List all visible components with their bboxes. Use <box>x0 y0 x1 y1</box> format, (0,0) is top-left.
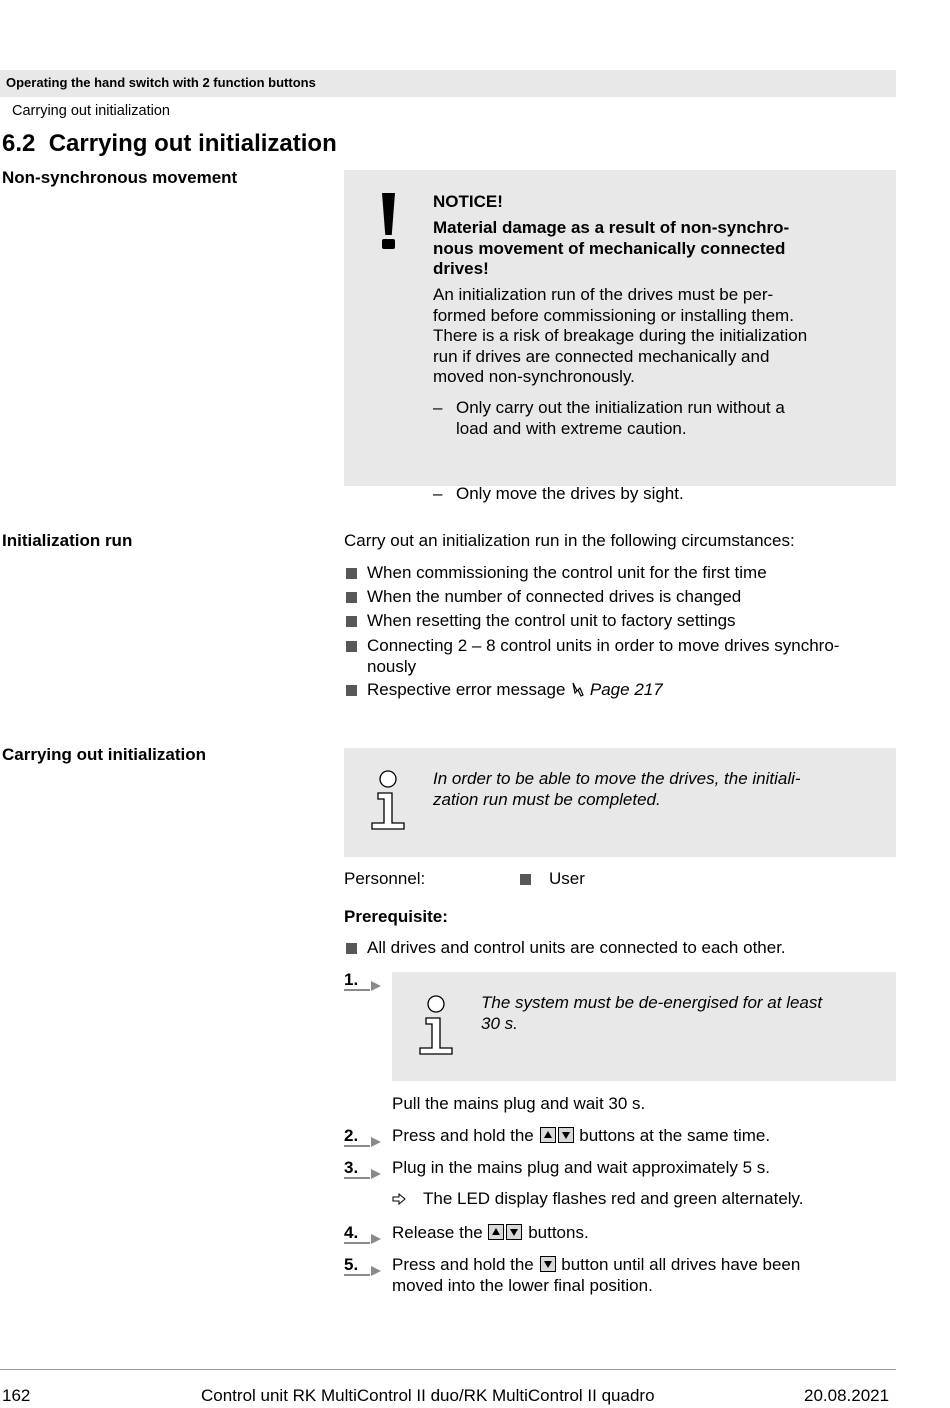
info-text <box>433 769 873 810</box>
personnel-value <box>518 869 585 890</box>
dash-bullet: – <box>433 398 443 417</box>
info-text-line: zation run must be completed. <box>433 789 661 809</box>
step-text-part: buttons. <box>528 1223 589 1242</box>
dash-item-line: load and with extreme caution. <box>456 418 687 438</box>
list-item <box>344 587 741 608</box>
notice-headline-line: drives! <box>433 259 489 278</box>
step-number: 1. <box>344 970 359 989</box>
header-title: Operating the hand switch with 2 function buttons <box>6 75 316 90</box>
step-text-part: button until all drives have been <box>561 1255 801 1274</box>
notice-body-line: An initialization run of the drives must be per- <box>433 285 774 304</box>
notice-headline-line: Material damage as a result of non-synchro- <box>433 218 790 237</box>
square-bullet-icon <box>346 685 357 696</box>
list-item-text: When resetting the control unit to factory settings <box>367 611 736 630</box>
step-text-part: Release the <box>392 1223 483 1242</box>
section-title <box>2 129 337 159</box>
notice-body-line: run if drives are connected mechanically and <box>433 346 770 366</box>
notice-body <box>433 285 873 388</box>
step-text: Pull the mains plug and wait 30 s. <box>392 1094 646 1113</box>
step-text <box>392 1126 770 1147</box>
square-bullet-icon <box>346 568 357 579</box>
step-text <box>392 1255 882 1296</box>
section-number: 6.2 <box>2 130 36 157</box>
prerequisite-item-text: All drives and control units are connected to each other. <box>367 938 786 957</box>
square-bullet-icon <box>346 616 357 627</box>
page-reference-link[interactable]: Page 217 <box>589 680 663 699</box>
prerequisite-label: Prerequisite: <box>344 907 448 926</box>
down-button-icon <box>540 1256 556 1272</box>
step-text-part: buttons at the same time. <box>579 1126 771 1145</box>
step-number: 2. <box>344 1126 359 1145</box>
notice-body-line: There is a risk of breakage during the initialization <box>433 326 808 345</box>
square-bullet-icon <box>346 943 357 954</box>
info-icon <box>418 994 454 1056</box>
dash-bullet: – <box>433 484 443 503</box>
init-run-intro: Carry out an initialization run in the following circumstances: <box>344 531 795 550</box>
step-arrow-icon <box>344 978 382 992</box>
step-text-part: Press and hold the <box>392 1126 534 1145</box>
step-info-line: 30 s. <box>481 1013 518 1033</box>
step-info-text <box>481 993 881 1034</box>
list-item-text: nously <box>367 656 417 676</box>
list-item <box>344 680 663 701</box>
step-number: 5. <box>344 1255 359 1274</box>
step-result: The LED display flashes red and green alternately. <box>423 1189 804 1208</box>
square-bullet-icon <box>520 874 531 885</box>
notice-body-line: moved non-synchronously. <box>433 367 635 386</box>
footer-date: 20.08.2021 <box>804 1386 890 1405</box>
step-text: Plug in the mains plug and wait approximately 5 s. <box>392 1158 770 1177</box>
up-button-icon <box>540 1127 556 1143</box>
notice-headline-line: nous movement of mechanically connected <box>433 238 786 258</box>
up-button-icon <box>488 1224 504 1240</box>
list-item-text: Respective error message <box>367 680 566 699</box>
result-arrow-icon <box>392 1193 406 1205</box>
down-button-icon <box>558 1127 574 1143</box>
notice-dash-item <box>433 484 876 505</box>
notice-headline <box>433 218 873 280</box>
notice-dash-item <box>433 398 876 439</box>
info-icon <box>370 769 406 831</box>
footer-divider <box>0 1369 896 1370</box>
exclamation-icon <box>378 193 400 253</box>
personnel-value-text: User <box>549 869 585 888</box>
step-arrow-icon <box>344 1134 382 1148</box>
down-button-icon <box>506 1224 522 1240</box>
info-text-line: In order to be able to move the drives, the initiali- <box>433 769 801 788</box>
prerequisite-item <box>344 938 786 959</box>
personnel-label: Personnel: <box>344 869 426 888</box>
step-number: 3. <box>344 1158 359 1177</box>
step-text-part: moved into the lower final position. <box>392 1275 653 1295</box>
step-text <box>392 1223 589 1244</box>
list-item <box>344 611 736 632</box>
side-heading-initialization-run: Initialization run <box>2 531 133 550</box>
step-arrow-icon <box>344 1263 382 1277</box>
header-subtitle: Carrying out initialization <box>12 103 170 119</box>
list-item-text: When the number of connected drives is changed <box>367 587 742 606</box>
step-arrow-icon <box>344 1166 382 1180</box>
list-item <box>344 636 907 677</box>
footer-document-title: Control unit RK MultiControl II duo/RK MultiControl II quadro <box>201 1386 655 1405</box>
side-heading-carrying-out: Carrying out initialization <box>2 745 207 764</box>
step-arrow-icon <box>344 1231 382 1245</box>
notice-body-line: formed before commissioning or installing them. <box>433 305 794 325</box>
notice-label: NOTICE! <box>433 192 503 211</box>
list-item <box>344 563 767 584</box>
square-bullet-icon <box>346 641 357 652</box>
list-item-text: Connecting 2 – 8 control units in order to move drives synchro- <box>367 636 840 655</box>
hand-pointer-icon <box>570 682 585 697</box>
list-item-text: When commissioning the control unit for the first time <box>367 563 767 582</box>
section-title-text: Carrying out initialization <box>48 130 337 157</box>
dash-item-line: Only carry out the initialization run without a <box>456 398 785 417</box>
step-text-part: Press and hold the <box>392 1255 534 1274</box>
dash-item-line: Only move the drives by sight. <box>456 484 684 503</box>
footer-page-number: 162 <box>2 1386 31 1405</box>
step-info-line: The system must be de-energised for at least <box>481 993 823 1012</box>
step-number: 4. <box>344 1223 359 1242</box>
side-heading-non-synchronous: Non-synchronous movement <box>2 168 238 187</box>
square-bullet-icon <box>346 592 357 603</box>
